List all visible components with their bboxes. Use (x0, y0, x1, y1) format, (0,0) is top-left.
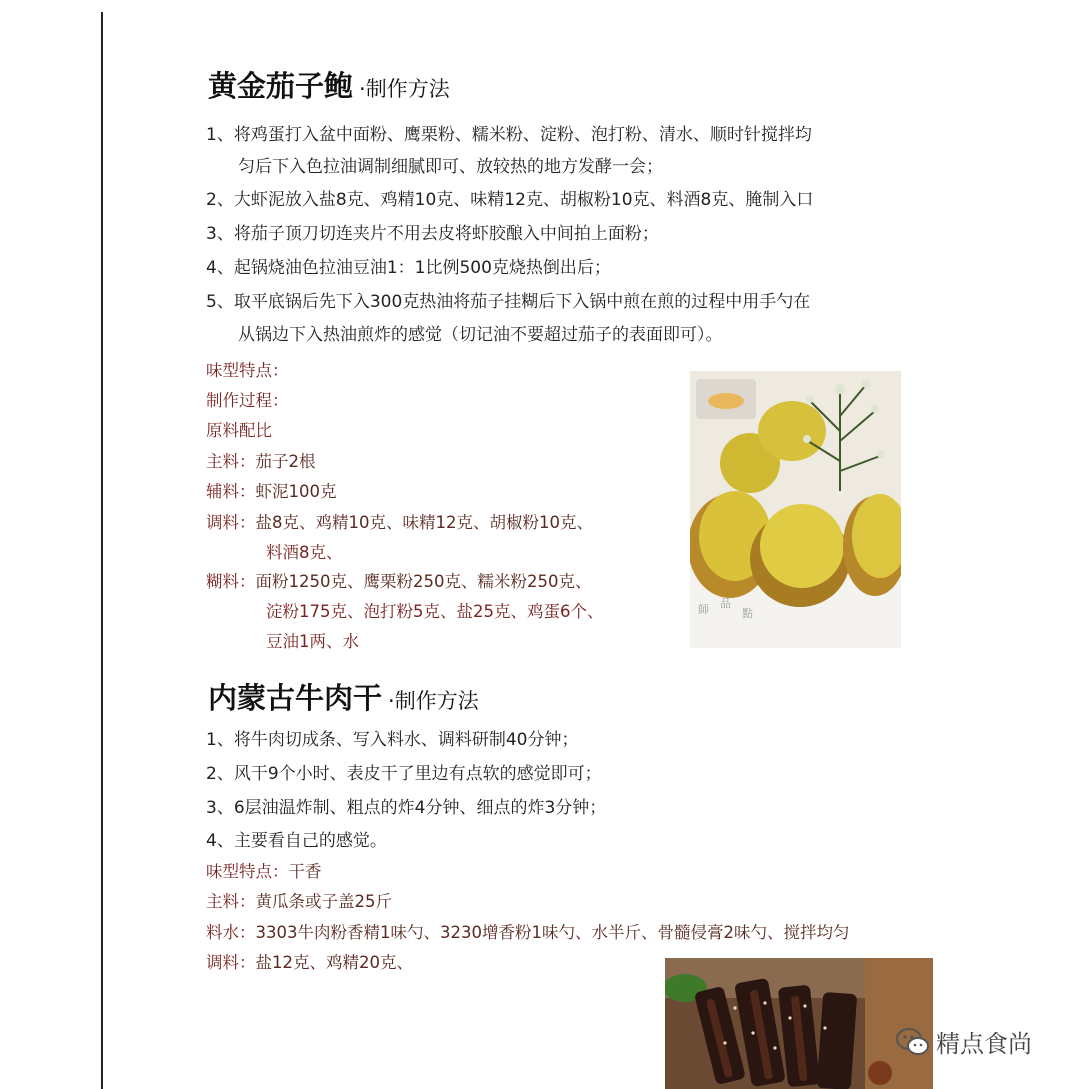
beef-jerky-photo (665, 958, 933, 1089)
recipe2-title-text: 内蒙古牛肉干 (208, 681, 383, 715)
recipe1-batter-value-3: 豆油1两、水 (266, 632, 359, 651)
svg-text:師: 師 (698, 603, 709, 616)
wechat-icon (896, 1027, 930, 1057)
recipe2-step-4: 4、主要看自己的感觉。 (206, 831, 387, 851)
recipe2-main-value: 黄瓜条或子盖25斤 (255, 892, 392, 911)
recipe1-batter-value-1: 面粉1250克、鹰栗粉250克、糯米粉250克、 (255, 572, 592, 591)
recipe2-step-1: 1、将牛肉切成条、写入料水、调料研制40分钟； (206, 730, 579, 750)
recipe1-season-value-2: 料酒8克、 (266, 543, 343, 562)
recipe2-flavor-value: 干香 (288, 862, 322, 881)
recipe1-subtitle: ·制作方法 (359, 77, 450, 101)
recipe1-season-row (206, 509, 593, 533)
recipe1-aux-value: 虾泥100克 (255, 482, 337, 501)
eggplant-dish-illustration (690, 371, 901, 648)
recipe2-liquid-row (206, 919, 849, 943)
recipe1-step-4: 4、起锅烧油色拉油豆油1：1比例500克烧热倒出后； (206, 258, 611, 278)
recipe2-liquid-label: 料水： (206, 923, 256, 942)
recipe2-liquid-value: 3303牛肉粉香精1味勺、3230增香粉1味勺、水半斤、骨髓侵膏2味勺、搅拌均匀 (255, 923, 850, 942)
recipe1-ratio-label: 原料配比 (206, 421, 272, 440)
recipe1-batter-label: 糊料： (206, 572, 256, 591)
recipe2-season-label: 调料： (206, 953, 256, 972)
recipe1-process-label: 制作过程： (206, 391, 289, 410)
recipe2-step-2: 2、风干9个小时、表皮干了里边有点软的感觉即可； (206, 764, 602, 784)
recipe1-main-row (206, 448, 316, 472)
svg-text:品: 品 (720, 597, 731, 610)
recipe1-step-1: 1、将鸡蛋打入盆中面粉、鹰栗粉、糯米粉、淀粉、泡打粉、清水、顺时针搅拌均 (206, 125, 812, 145)
recipe2-season-value: 盐12克、鸡精20克、 (255, 953, 413, 972)
recipe2-subtitle: ·制作方法 (388, 689, 479, 713)
svg-text:點: 點 (742, 607, 753, 620)
recipe1-main-label: 主料： (206, 452, 256, 471)
watermark (896, 1024, 1032, 1059)
recipe2-flavor-row (206, 858, 322, 882)
recipe1-season-value-1: 盐8克、鸡精10克、味精12克、胡椒粉10克、 (255, 513, 593, 532)
recipe1-step-5: 5、取平底锅后先下入300克热油将茄子挂糊后下入锅中煎在煎的过程中用手勺在 (206, 292, 811, 312)
recipe1-batter-row (206, 568, 591, 592)
eggplant-dish-photo (690, 371, 901, 648)
recipe1-flavor-label: 味型特点： (206, 361, 289, 380)
recipe2-main-row (206, 888, 392, 912)
recipe2-step-3: 3、6层油温炸制、粗点的炸4分钟、细点的炸3分钟； (206, 798, 607, 818)
recipe1-title-text: 黄金茄子鲍 (208, 69, 354, 103)
recipe1-step-5-cont: 从锅边下入热油煎炸的感觉（切记油不要超过茄子的表面即可）。 (238, 325, 723, 345)
recipe1-title (208, 64, 450, 105)
left-border-line (101, 12, 103, 1089)
recipe1-season-label: 调料： (206, 513, 256, 532)
recipe2-flavor-label: 味型特点： (206, 862, 289, 881)
recipe1-step-2: 2、大虾泥放入盐8克、鸡精10克、味精12克、胡椒粉10克、料酒8克、腌制入口 (206, 190, 814, 210)
watermark-text: 精点食尚 (936, 1030, 1032, 1058)
recipe1-aux-row (206, 478, 337, 502)
recipe2-main-label: 主料： (206, 892, 256, 911)
beef-jerky-illustration (665, 958, 933, 1089)
recipe1-aux-label: 辅料： (206, 482, 256, 501)
recipe2-title (208, 676, 479, 717)
recipe1-batter-value-2: 淀粉175克、泡打粉5克、盐25克、鸡蛋6个、 (266, 602, 604, 621)
recipe1-step-1-cont: 匀后下入色拉油调制细腻即可、放较热的地方发酵一会； (238, 157, 663, 177)
recipe1-step-3: 3、将茄子顶刀切连夹片不用去皮将虾胶酿入中间拍上面粉； (206, 224, 659, 244)
recipe2-season-row (206, 949, 413, 973)
recipe1-main-value: 茄子2根 (255, 452, 316, 471)
